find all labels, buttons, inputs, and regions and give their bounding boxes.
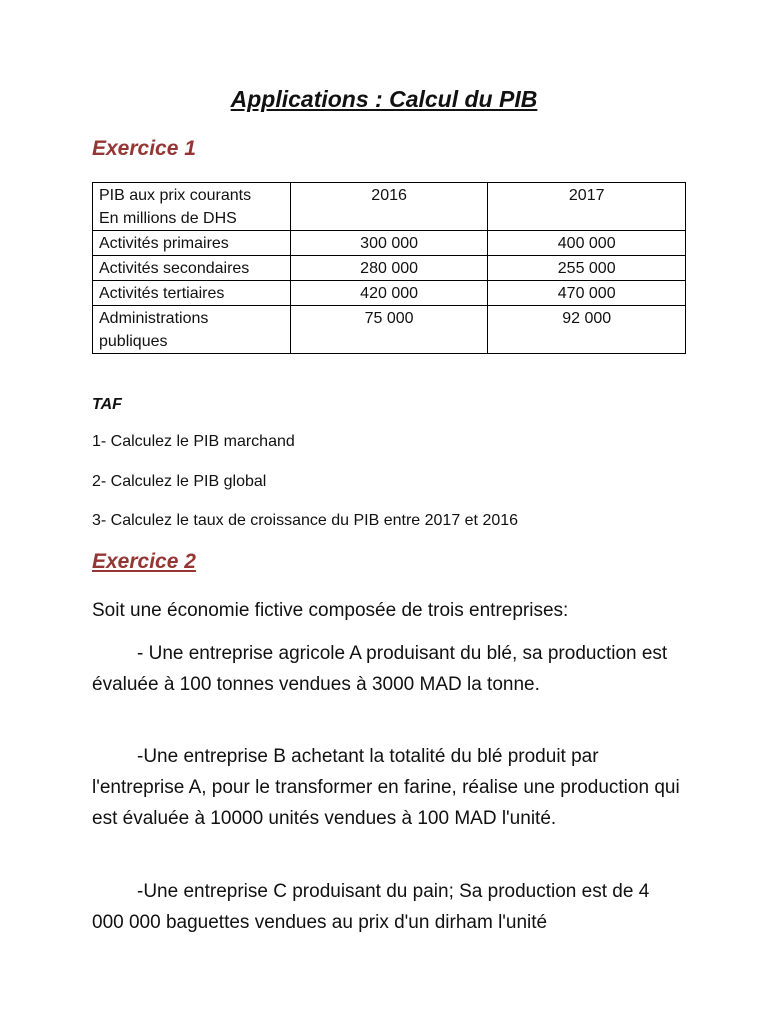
question-2: 2- Calculez le PIB global (92, 473, 267, 490)
header-label-line1: PIB aux prix courants (99, 187, 252, 204)
taf-label: TAF (92, 396, 122, 413)
question-3: 3- Calculez le taux de croissance du PIB entre 2017 et 2016 (92, 512, 519, 529)
table-header-row (93, 183, 686, 231)
table-header-2017: 2017 (488, 183, 686, 231)
row-value-2017: 92 000 (488, 306, 686, 354)
table-header-2016: 2016 (290, 183, 488, 231)
exercise-2-intro: Soit une économie fictive composée de trois entreprises: (92, 600, 569, 621)
paragraph-entreprise-a: - Une entreprise agricole A produisant du blé, sa production est évaluée à 100 tonnes vendues à 3000 MAD la tonne. (92, 643, 668, 695)
paragraph-entreprise-b: -Une entreprise B achetant la totalité du blé produit par l'entreprise A, pour le transformer en farine, réalise une production qui est évaluée à 10000 unités vendues à 100 MAD l'unité. (92, 746, 680, 829)
page-title: Applications : Calcul du PIB (230, 86, 538, 112)
question-1: 1- Calculez le PIB marchand (92, 433, 295, 450)
row-value-2016: 280 000 (290, 256, 488, 281)
row-value-2016: 75 000 (290, 306, 488, 354)
table-row (93, 306, 686, 354)
row-label: Activités tertiaires (93, 281, 291, 306)
row-value-2017: 400 000 (488, 231, 686, 256)
row-value-2017: 255 000 (488, 256, 686, 281)
row-label (93, 306, 291, 354)
header-label-line2: En millions de DHS (99, 210, 237, 227)
table-header-label (93, 183, 291, 231)
paragraph-entreprise-c: -Une entreprise C produisant du pain; Sa production est de 4 000 000 baguettes vendues au prix d'un dirham l'unité (92, 881, 650, 933)
row-value-2016: 300 000 (290, 231, 488, 256)
row-label: Activités secondaires (93, 256, 291, 281)
row-label-line2: publiques (99, 333, 168, 350)
exercise-1-heading: Exercice 1 (92, 137, 196, 160)
pib-table (92, 182, 686, 354)
row-value-2017: 470 000 (488, 281, 686, 306)
row-label-line1: Administrations (99, 310, 209, 327)
table-row (93, 281, 686, 306)
table-row (93, 231, 686, 256)
exercise-2-heading: Exercice 2 (92, 550, 196, 573)
row-label: Activités primaires (93, 231, 291, 256)
row-value-2016: 420 000 (290, 281, 488, 306)
table-row (93, 256, 686, 281)
